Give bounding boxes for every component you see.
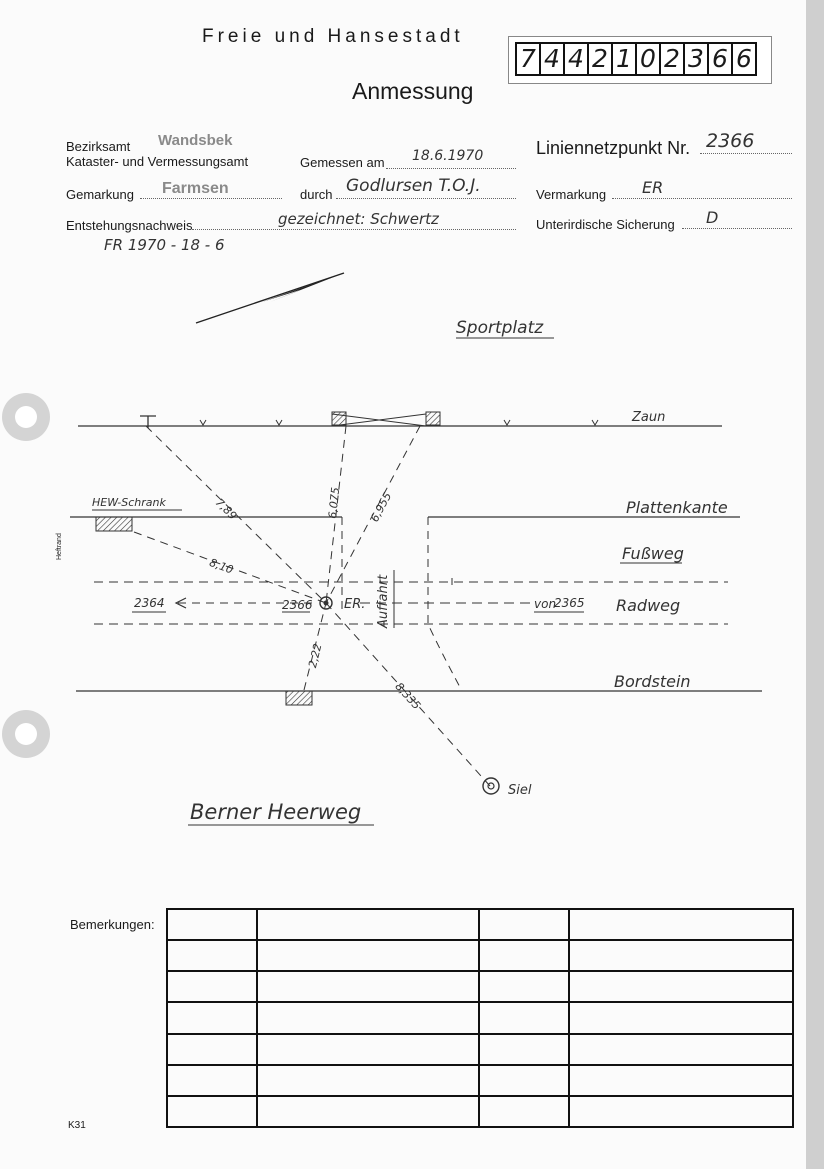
measure-789-label: 7,89 (212, 496, 240, 523)
city-heading: Freie und Hansestadt (202, 26, 464, 47)
table-cell (167, 1034, 257, 1065)
siel-icon (483, 778, 499, 794)
hew-schrank-box (96, 517, 132, 531)
liniennetz-label: Liniennetzpunkt Nr. (536, 138, 691, 158)
table-row (167, 909, 793, 940)
er-marker-center (324, 601, 328, 605)
gemarkung-label: Gemarkung (66, 187, 134, 202)
entstehung-value: gezeichnet: Schwertz (278, 210, 439, 228)
north-arrow (196, 273, 344, 323)
table-row (167, 1065, 793, 1096)
table-cell (167, 1065, 257, 1096)
er-label: ER. (344, 597, 366, 612)
table-cell (167, 1096, 257, 1127)
sportplatz-label: Sportplatz (456, 318, 544, 338)
digit: 1 (613, 44, 637, 74)
fussweg-label: Fußweg (622, 544, 684, 563)
liniennetz-value: 2366 (706, 130, 755, 152)
reference-note: FR 1970 - 18 - 6 (104, 236, 225, 254)
siel-label: Siel (508, 783, 532, 798)
table-cell (257, 1096, 479, 1127)
table-cell (479, 1034, 569, 1065)
zaun-label: Zaun (632, 410, 666, 425)
point-2365: 2365 (554, 596, 585, 610)
table-cell (167, 940, 257, 971)
vermarkung-value: ER (642, 178, 664, 197)
digit: 2 (589, 44, 613, 74)
durch-value: Godlursen T.O.J. (346, 176, 481, 196)
auffahrt-label: Auffahrt (376, 574, 391, 628)
digit: 6 (709, 44, 733, 74)
table-row (167, 940, 793, 971)
digit: 4 (541, 44, 565, 74)
siel-icon-center (488, 783, 494, 789)
measure-810-label: 8,10 (207, 556, 236, 577)
street-label: Berner Heerweg (190, 800, 362, 824)
table-row (167, 1002, 793, 1033)
table-cell (257, 909, 479, 940)
table-cell (479, 909, 569, 940)
table-cell (479, 1002, 569, 1033)
measure-6955-label: 6,955 (368, 490, 395, 525)
table-cell (257, 1002, 479, 1033)
radweg-label: Radweg (616, 596, 681, 615)
digit: 0 (637, 44, 661, 74)
point-2364: 2364 (134, 596, 165, 610)
table-row (167, 1034, 793, 1065)
form-code: K31 (68, 1120, 86, 1131)
table-cell (569, 940, 793, 971)
digit: 7 (517, 44, 541, 74)
table-cell (569, 971, 793, 1002)
gemessen-label: Gemessen am (300, 155, 385, 170)
measure-6075-label: 6,075 (326, 486, 343, 520)
unterirdisch-label: Unterirdische Sicherung (536, 217, 675, 232)
unterirdisch-value: D (706, 208, 719, 227)
measure-222-label: 2,22 (306, 642, 325, 670)
entstehung-label: Entstehungsnachweis (66, 218, 193, 233)
table-cell (569, 1034, 793, 1065)
table-row (167, 971, 793, 1002)
table-cell (167, 1002, 257, 1033)
plattenkante-label: Plattenkante (626, 498, 728, 517)
table-cell (479, 1096, 569, 1127)
vermarkung-label: Vermarkung (536, 187, 607, 202)
bezirksamt-label: Bezirksamt (66, 139, 131, 154)
digit: 2 (661, 44, 685, 74)
hew-label: HEW-Schrank (92, 496, 166, 509)
table-cell (569, 1096, 793, 1127)
gemarkung-value: Farmsen (162, 180, 229, 197)
table-cell (167, 909, 257, 940)
table-cell (257, 940, 479, 971)
table-row (167, 1096, 793, 1127)
table-cell (257, 1065, 479, 1096)
digit: 6 (736, 44, 752, 73)
table-cell (479, 971, 569, 1002)
durch-label: durch (300, 187, 333, 202)
gemessen-value: 18.6.1970 (412, 148, 484, 164)
bordstein-label: Bordstein (614, 672, 691, 691)
heftrand-label: Heftrand (56, 533, 63, 560)
digit: 3 (685, 44, 709, 74)
bordstein-marker (286, 691, 312, 705)
remarks-table (166, 908, 794, 1128)
auffahrt-edge-right (428, 517, 462, 691)
kataster-label: Kataster- und Vermessungsamt (66, 154, 249, 169)
gate-post-right (426, 412, 440, 425)
table-cell (257, 1034, 479, 1065)
table-cell (569, 1002, 793, 1033)
table-cell (569, 1065, 793, 1096)
table-cell (479, 1065, 569, 1096)
digit: 4 (565, 44, 589, 74)
bezirksamt-value: Wandsbek (158, 132, 233, 149)
table-cell (167, 971, 257, 1002)
point-2366: 2366 (282, 598, 313, 612)
table-cell (257, 971, 479, 1002)
document-title: Anmessung (352, 78, 474, 104)
measure-8335-label: 8,335 (392, 680, 424, 713)
bemerkungen-label: Bemerkungen: (70, 917, 155, 932)
von-label: von (534, 597, 557, 611)
gate-post-left (332, 412, 346, 425)
table-cell (569, 909, 793, 940)
table-cell (479, 940, 569, 971)
